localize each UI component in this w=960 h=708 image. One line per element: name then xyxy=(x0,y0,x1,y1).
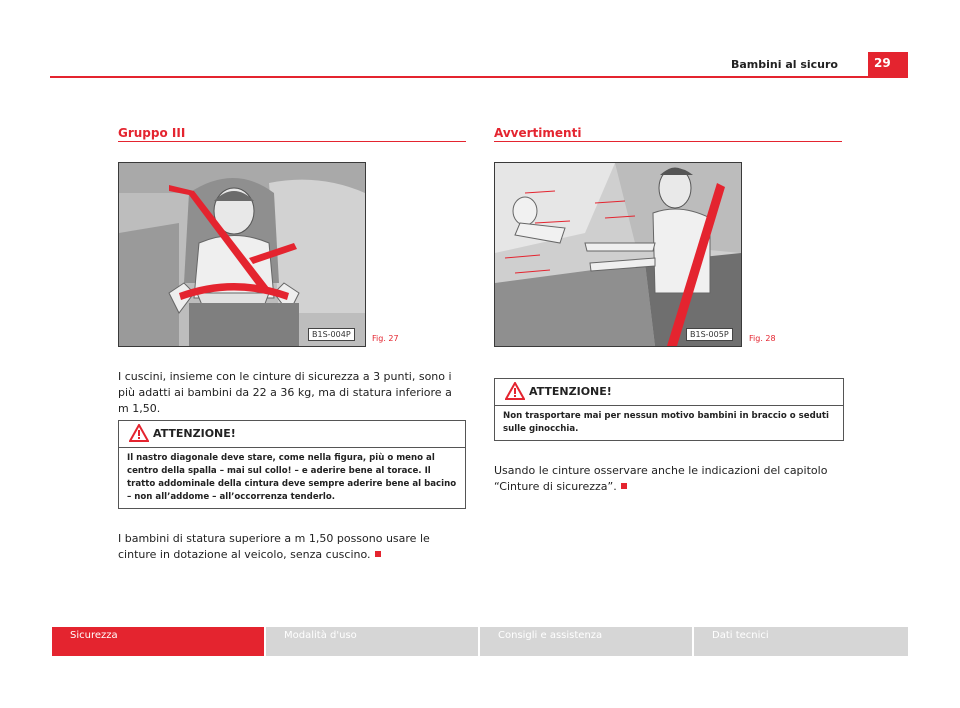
footer-tab-consigli-assistenza[interactable]: Consigli e assistenza xyxy=(480,627,692,656)
header-rule xyxy=(50,76,908,78)
child-seat-illustration xyxy=(119,163,365,346)
running-header-title: Bambini al sicuro xyxy=(730,58,838,71)
paragraph-seatbelt-reference-text: Usando le cinture osservare anche le indicazioni del capitolo “Cinture di sicurezza”. xyxy=(494,464,828,493)
warning-title: ATTENZIONE! xyxy=(153,427,236,440)
figure-label-28: Fig. 28 xyxy=(749,334,776,343)
figure-code-28: B1S-005P xyxy=(686,328,733,341)
warning-header xyxy=(119,421,465,448)
section-heading-avvertimenti: Avvertimenti xyxy=(494,126,582,140)
warning-box-left xyxy=(118,420,466,509)
warning-header xyxy=(495,379,843,406)
crash-illustration xyxy=(495,163,741,346)
warning-box-right xyxy=(494,378,844,441)
paragraph-tall-children-text: I bambini di statura superiore a m 1,50 possono usare le cinture in dotazione al veicolo, senza cuscino. xyxy=(118,532,430,561)
footer-tab-modalita-duso[interactable]: Modalità d'uso xyxy=(266,627,478,656)
warning-text: Il nastro diagonale deve stare, come nella figura, più o meno al centro della spalla – mai sul collo! – e aderire bene al torace. Il tratto addominale della cintura deve sempre aderire bene al bacino – non all’addome – all’occorrenza tenderlo. xyxy=(127,453,457,502)
footer-tab-dati-tecnici[interactable]: Dati tecnici xyxy=(694,627,908,656)
figure-code-27: B1S-004P xyxy=(308,328,355,341)
section-heading-gruppo-iii: Gruppo III xyxy=(118,126,186,140)
footer-tab-sicurezza[interactable]: Sicurezza xyxy=(52,627,264,656)
figure-child-booster-seat xyxy=(118,162,366,347)
section-rule xyxy=(494,141,842,142)
figure-crash-warning xyxy=(494,162,742,347)
warning-title: ATTENZIONE! xyxy=(529,385,612,398)
end-of-section-mark xyxy=(375,551,381,557)
end-of-section-mark xyxy=(621,483,627,489)
paragraph-tall-children xyxy=(118,531,466,563)
warning-triangle-icon xyxy=(129,424,149,442)
section-rule xyxy=(118,141,466,142)
warning-triangle-icon xyxy=(505,382,525,400)
figure-label-27: Fig. 27 xyxy=(372,334,399,343)
page-number: 29 xyxy=(868,52,908,78)
paragraph-seatbelt-reference xyxy=(494,463,834,495)
paragraph-booster-info: I cuscini, insieme con le cinture di sicurezza a 3 punti, sono i più adatti ai bambini da 22 a 36 kg, ma di statura inferiore a m 1,50. xyxy=(118,370,452,415)
warning-text: Non trasportare mai per nessun motivo bambini in braccio o seduti sulle ginocchia. xyxy=(503,411,829,434)
